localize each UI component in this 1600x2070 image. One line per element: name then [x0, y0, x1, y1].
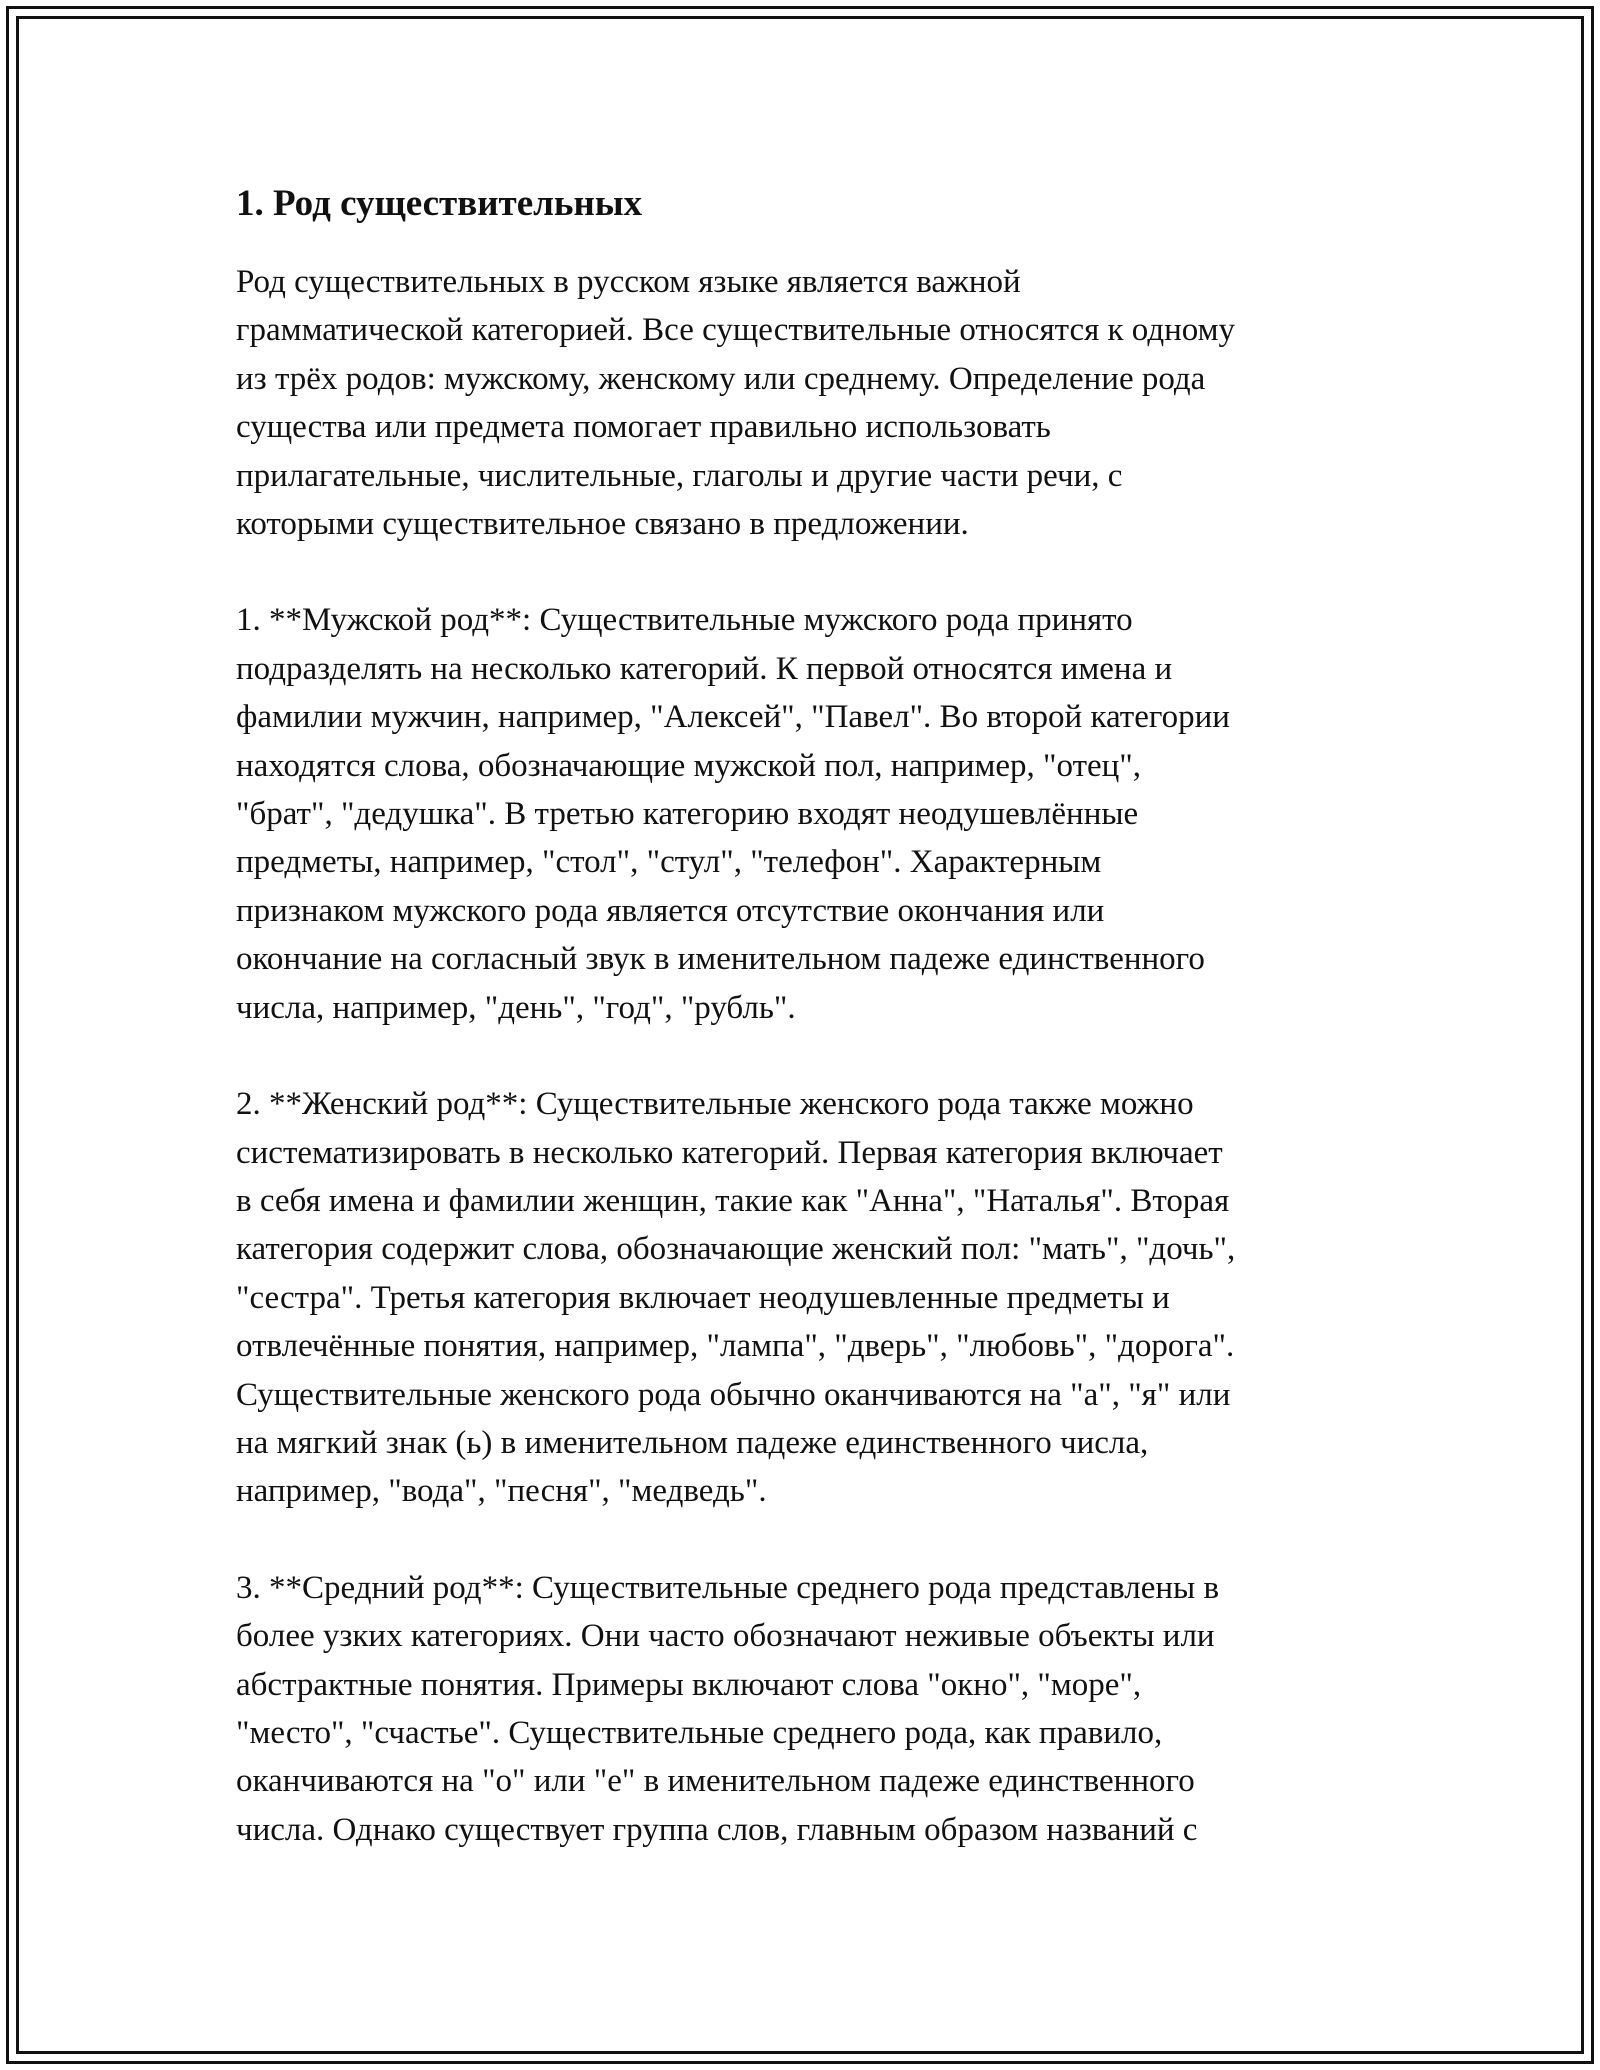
document-body — [236, 180, 1366, 1902]
paragraph-masculine: 1. **Мужской род**: Существительные мужского рода принято подразделять на несколько категорий. К первой относятся имена и фамилии мужчин, например, "Алексей", "Павел". Во второй категории находятся слова, обозначающие мужской пол, например, "отец", "брат", "дедушка". В третью категорию входят неодушевлённые предметы, например, "стол", "стул", "телефон". Характерным признаком мужского рода является отсутствие окончания или окончание на согласный звук в именительном падеже единственного числа, например, "день", "год", "рубль". — [236, 602, 1230, 1026]
document-title: 1. Род существительных — [236, 183, 643, 224]
paragraph-intro: Род существительных в русском языке является важной грамматической категорией. Все существительные относятся к одному из трёх родов: мужскому, женскому или среднему. Определение рода существа или предмета помогает правильно использовать прилагательные, числительные, глаголы и другие части речи, с которыми существительное связано в предложении. — [236, 264, 1236, 543]
paragraph-feminine: 2. **Женский род**: Существительные женского рода также можно систематизировать в несколько категорий. Первая категория включает в себя имена и фамилии женщин, такие как "Анна", "Наталья". Вторая категория содержит слова, обозначающие женский пол: "мать", "дочь", "сестра". Третья категория включает неодушевленные предметы и отвлечённые понятия, например, "лампа", "дверь", "любовь", "дорога". Существительные женского рода обычно оканчиваются на "а", "я" или на мягкий знак (ь) в именительном падеже единственного числа, например, "вода", "песня", "медведь". — [236, 1086, 1236, 1510]
paragraph-neuter: 3. **Средний род**: Существительные среднего рода представлены в более узких категориях. Они часто обозначают неживые объекты или абстрактные понятия. Примеры включают слова "окно", "море", "место", "счастье". Существительные среднего рода, как правило, оканчиваются на "о" или "е" в именительном падеже единственного числа. Однако существует группа слов, главным образом названий с — [236, 1569, 1220, 1848]
